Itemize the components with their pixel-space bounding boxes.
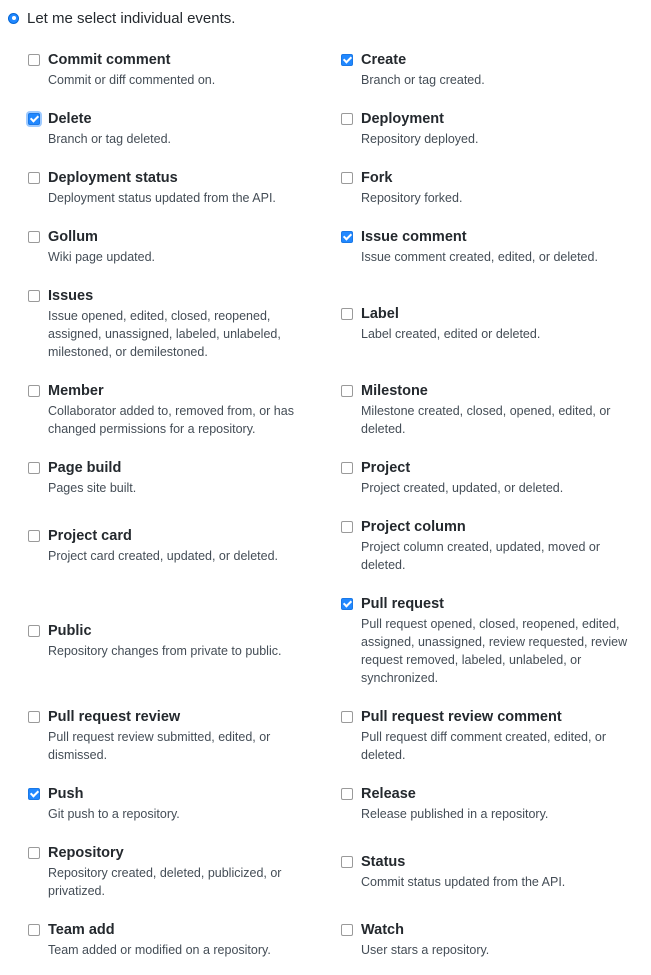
team-add-description: Team added or modified on a repository. [48, 943, 271, 957]
public-checkbox[interactable] [28, 625, 40, 637]
issues-checkbox[interactable] [28, 290, 40, 302]
project-column-label[interactable]: Project column [361, 519, 466, 535]
project-column-description: Project column created, updated, moved or deleted. [361, 540, 601, 572]
repository-label[interactable]: Repository [48, 845, 124, 861]
delete-label[interactable]: Delete [48, 111, 92, 127]
public-label[interactable]: Public [48, 623, 92, 639]
milestone-description: Milestone created, closed, opened, edited, or deleted. [361, 404, 611, 436]
push-label[interactable]: Push [48, 786, 84, 802]
deployment-checkbox[interactable] [341, 113, 353, 125]
repository-description: Repository created, deleted, publicized, or privatized. [48, 866, 282, 898]
commit-comment-description: Commit or diff commented on. [48, 73, 216, 87]
select-individual-events-label[interactable]: Let me select individual events. [27, 9, 236, 27]
project-card-description: Project card created, updated, or deleted. [48, 549, 279, 563]
pull-request-review-comment-label[interactable]: Pull request review comment [361, 709, 562, 725]
pull-request-label[interactable]: Pull request [361, 596, 444, 612]
member-description: Collaborator added to, removed from, or has changed permissions for a repository. [48, 404, 294, 436]
deployment-status-label[interactable]: Deployment status [48, 170, 178, 186]
pull-request-checkbox[interactable] [341, 598, 353, 610]
page-build-label[interactable]: Page build [48, 460, 122, 476]
select-individual-events-radio[interactable] [8, 13, 19, 24]
label-description: Label created, edited or deleted. [361, 327, 541, 341]
project-description: Project created, updated, or deleted. [361, 481, 564, 495]
pull-request-review-checkbox[interactable] [28, 711, 40, 723]
page-build-description: Pages site built. [48, 481, 137, 495]
issues-description: Issue opened, edited, closed, reopened, assigned, unassigned, labeled, unlabeled, milestoned, or demilestoned. [48, 309, 281, 359]
release-label[interactable]: Release [361, 786, 416, 802]
public-description: Repository changes from private to public. [48, 644, 282, 658]
push-description: Git push to a repository. [48, 807, 180, 821]
commit-comment-checkbox[interactable] [28, 54, 40, 66]
page-build-checkbox[interactable] [28, 462, 40, 474]
label-checkbox[interactable] [341, 308, 353, 320]
status-description: Commit status updated from the API. [361, 875, 566, 889]
delete-checkbox[interactable] [28, 113, 40, 125]
team-add-checkbox[interactable] [28, 924, 40, 936]
gollum-checkbox[interactable] [28, 231, 40, 243]
release-description: Release published in a repository. [361, 807, 549, 821]
issue-comment-checkbox[interactable] [341, 231, 353, 243]
team-add-label[interactable]: Team add [48, 922, 115, 938]
project-label[interactable]: Project [361, 460, 411, 476]
commit-comment-label[interactable]: Commit comment [48, 52, 171, 68]
watch-checkbox[interactable] [341, 924, 353, 936]
pull-request-review-comment-checkbox[interactable] [341, 711, 353, 723]
project-column-checkbox[interactable] [341, 521, 353, 533]
project-card-label[interactable]: Project card [48, 528, 132, 544]
pull-request-review-description: Pull request review submitted, edited, or dismissed. [48, 730, 271, 762]
milestone-label[interactable]: Milestone [361, 383, 428, 399]
fork-description: Repository forked. [361, 191, 463, 205]
issue-comment-description: Issue comment created, edited, or deleted. [361, 250, 598, 264]
issue-comment-label[interactable]: Issue comment [361, 229, 467, 245]
milestone-checkbox[interactable] [341, 385, 353, 397]
pull-request-review-comment-description: Pull request diff comment created, edited, or deleted. [361, 730, 607, 762]
deployment-status-checkbox[interactable] [28, 172, 40, 184]
pull-request-description: Pull request opened, closed, reopened, edited, assigned, unassigned, review requested, review request removed, labeled, unlabeled, or synchronized. [361, 617, 628, 685]
delete-description: Branch or tag deleted. [48, 132, 171, 146]
project-checkbox[interactable] [341, 462, 353, 474]
release-checkbox[interactable] [341, 788, 353, 800]
pull-request-review-label[interactable]: Pull request review [48, 709, 181, 725]
fork-checkbox[interactable] [341, 172, 353, 184]
member-label[interactable]: Member [48, 383, 104, 399]
create-checkbox[interactable] [341, 54, 353, 66]
label-label[interactable]: Label [361, 306, 399, 322]
member-checkbox[interactable] [28, 385, 40, 397]
deployment-status-description: Deployment status updated from the API. [48, 191, 276, 205]
select-individual-events-radio-row[interactable] [8, 9, 235, 27]
watch-label[interactable]: Watch [361, 922, 404, 938]
fork-label[interactable]: Fork [361, 170, 393, 186]
repository-checkbox[interactable] [28, 847, 40, 859]
push-checkbox[interactable] [28, 788, 40, 800]
gollum-description: Wiki page updated. [48, 250, 156, 264]
project-card-checkbox[interactable] [28, 530, 40, 542]
create-label[interactable]: Create [361, 52, 407, 68]
watch-description: User stars a repository. [361, 943, 490, 957]
issues-label[interactable]: Issues [48, 288, 94, 304]
deployment-label[interactable]: Deployment [361, 111, 444, 127]
gollum-label[interactable]: Gollum [48, 229, 98, 245]
create-description: Branch or tag created. [361, 73, 485, 87]
status-checkbox[interactable] [341, 856, 353, 868]
status-label[interactable]: Status [361, 854, 406, 870]
deployment-description: Repository deployed. [361, 132, 479, 146]
